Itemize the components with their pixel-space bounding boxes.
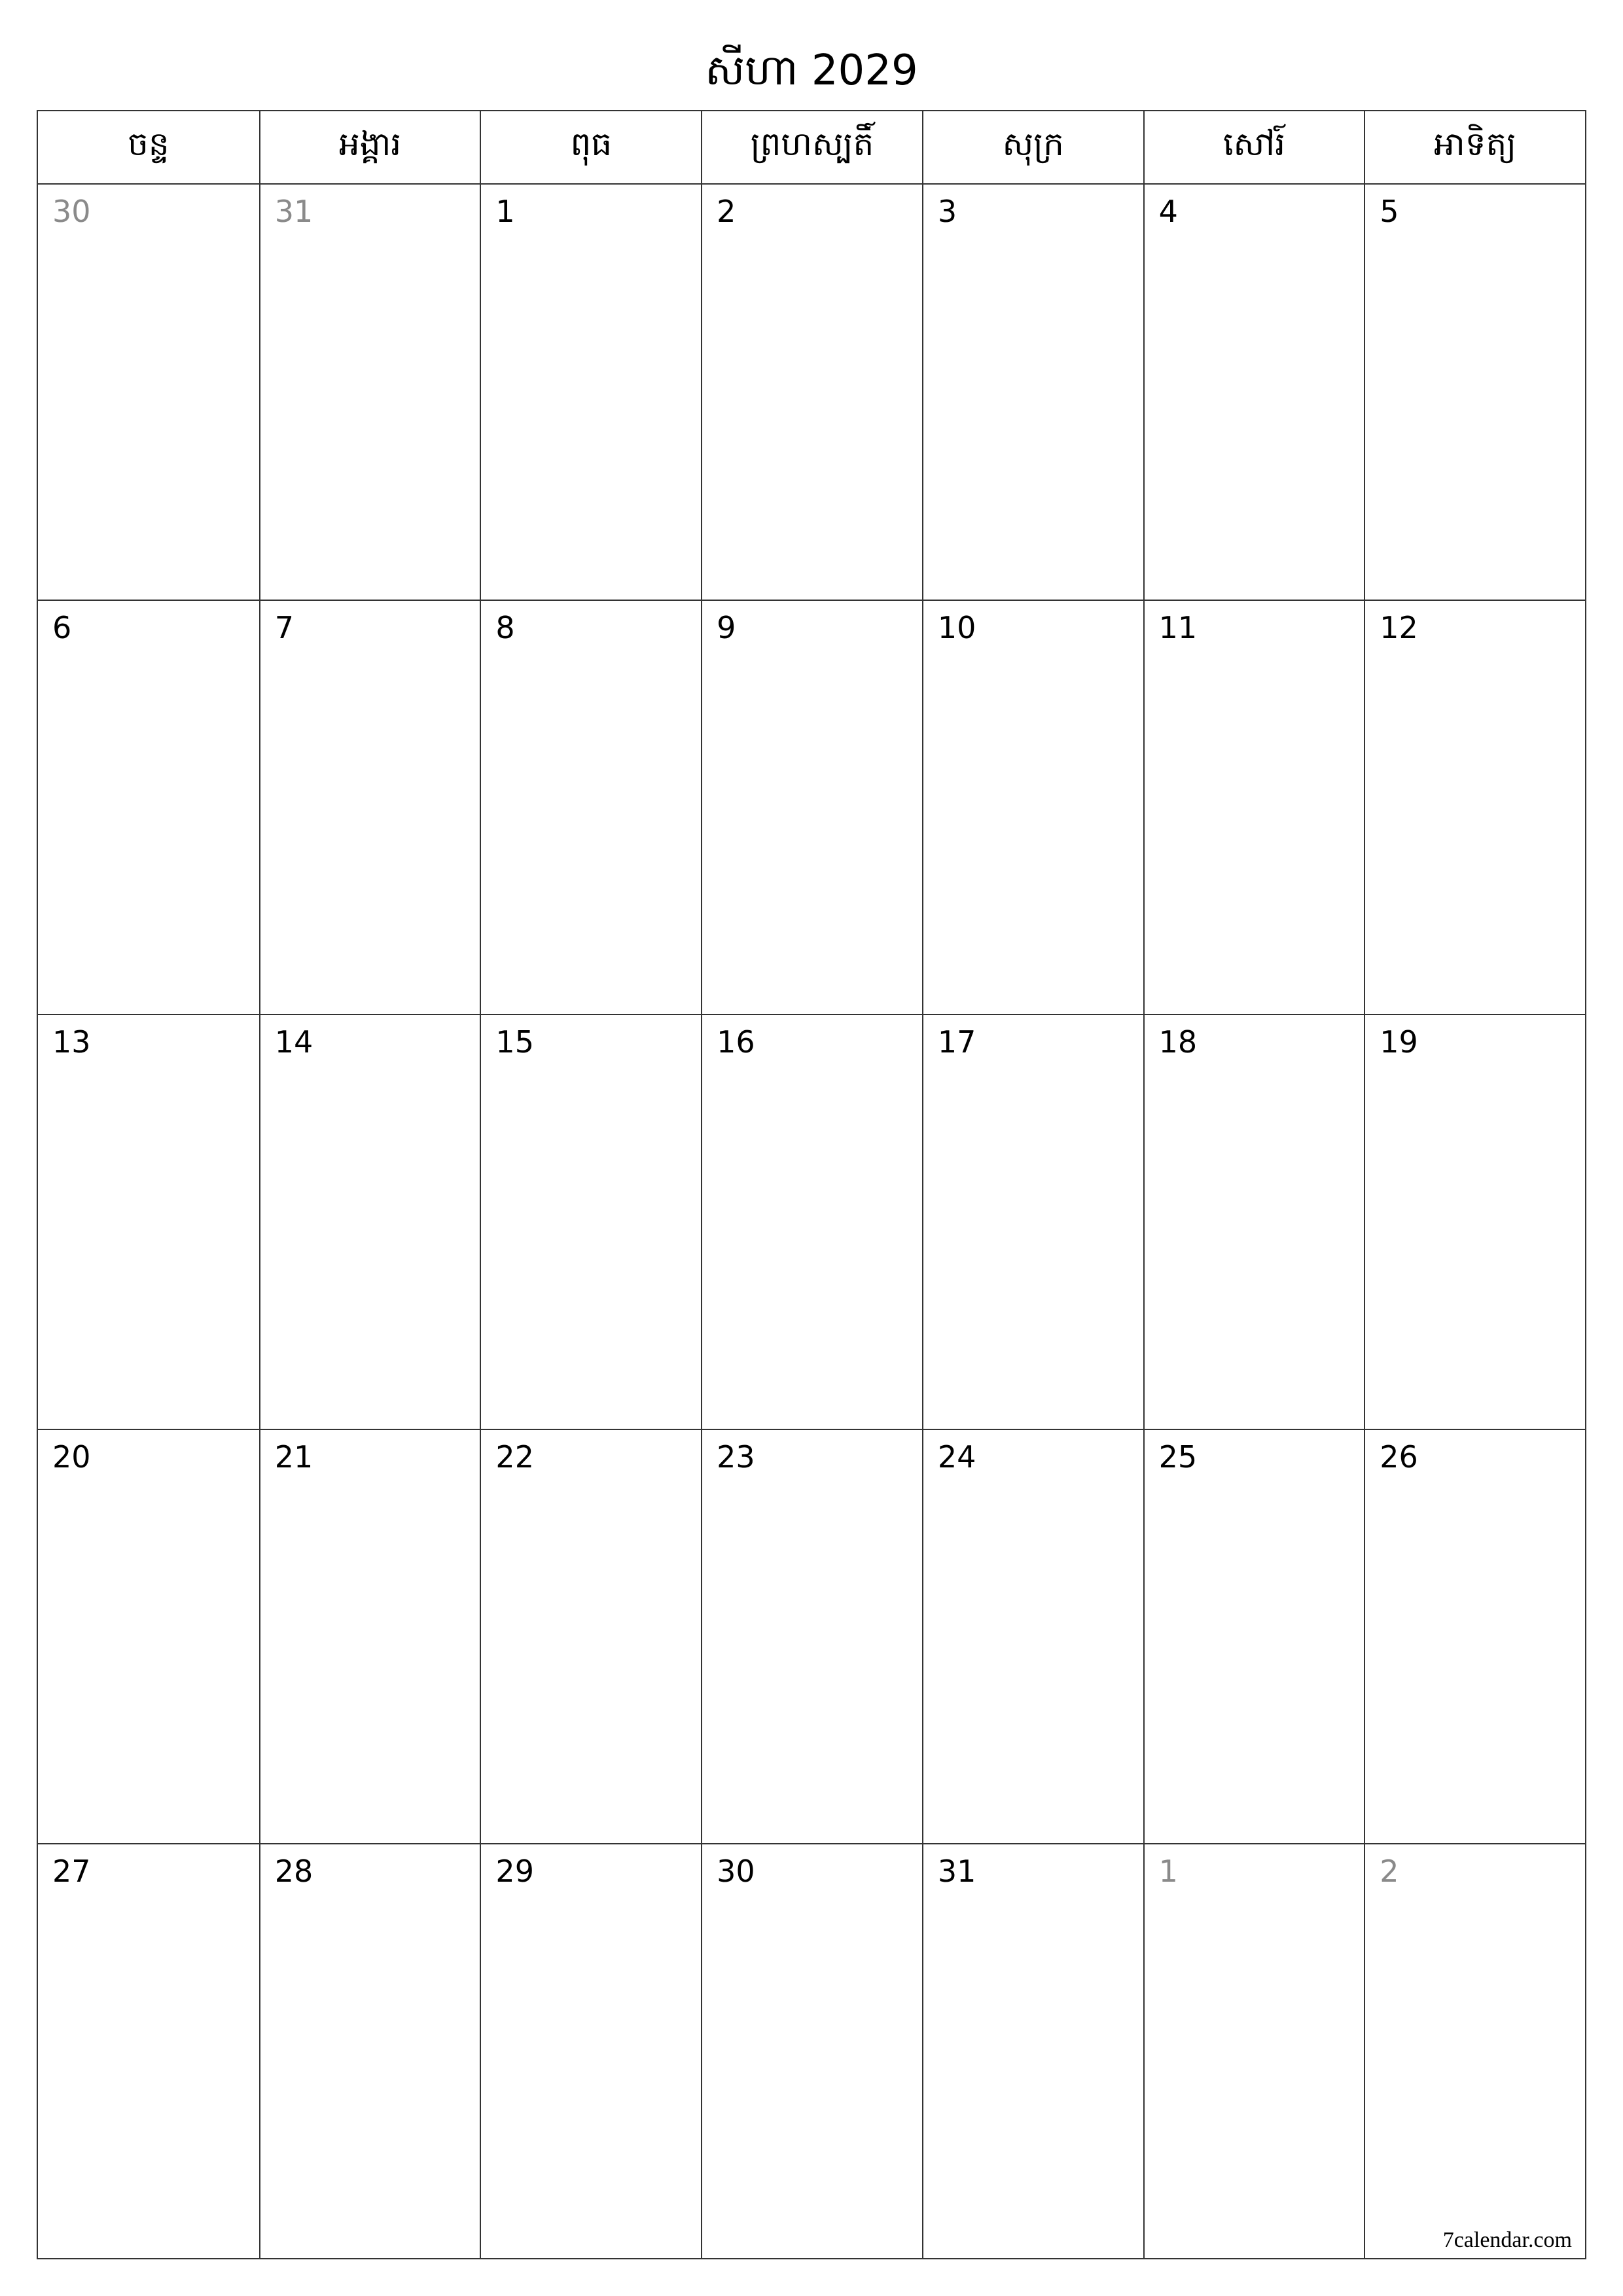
weekday-header-row [38, 111, 1585, 185]
day-number: 21 [274, 1439, 313, 1475]
day-number: 24 [937, 1439, 976, 1475]
day-number: 1 [495, 194, 515, 229]
calendar-grid [37, 110, 1586, 2259]
day-cell [38, 1014, 259, 1429]
day-number: 18 [1158, 1024, 1198, 1060]
day-number: 30 [52, 194, 91, 229]
day-cell [1364, 1843, 1585, 2258]
weekday-header-sunday: អាទិត្យ [1364, 111, 1585, 183]
day-number: 7 [274, 609, 294, 645]
day-number: 28 [274, 1854, 313, 1890]
day-cell [922, 600, 1143, 1014]
day-cell [701, 1014, 922, 1429]
day-cell [701, 185, 922, 600]
day-cell [480, 1014, 701, 1429]
day-cell [922, 185, 1143, 600]
day-cell [38, 1429, 259, 1844]
day-cell [38, 185, 259, 600]
day-number: 25 [1158, 1439, 1198, 1475]
day-cell [480, 1429, 701, 1844]
weekday-header-tuesday: អង្គារ [259, 111, 480, 183]
day-cell [1143, 600, 1364, 1014]
weekday-header-wednesday: ពុធ [480, 111, 701, 183]
day-number: 14 [274, 1024, 313, 1060]
day-number: 15 [495, 1024, 534, 1060]
day-number: 12 [1380, 609, 1418, 645]
day-cell [701, 600, 922, 1014]
day-number: 19 [1380, 1024, 1418, 1060]
day-cell [259, 1843, 480, 2258]
day-number: 30 [717, 1854, 755, 1890]
day-cell [259, 185, 480, 600]
day-cell [922, 1429, 1143, 1844]
day-number: 10 [937, 609, 976, 645]
weekday-header-friday: សុក្រ [922, 111, 1143, 183]
day-cell [259, 1429, 480, 1844]
weekday-header-saturday: សៅរ៍ [1143, 111, 1364, 183]
day-number: 16 [717, 1024, 755, 1060]
day-number: 13 [52, 1024, 91, 1060]
day-cell [1143, 1843, 1364, 2258]
day-cell [1364, 185, 1585, 600]
day-cell [701, 1429, 922, 1844]
day-number: 20 [52, 1439, 91, 1475]
day-number: 6 [52, 609, 72, 645]
day-number: 2 [1380, 1854, 1399, 1890]
day-cell [259, 600, 480, 1014]
day-cell [1143, 1429, 1364, 1844]
day-number: 5 [1380, 194, 1399, 229]
days-grid [38, 185, 1585, 2258]
day-number: 4 [1158, 194, 1178, 229]
day-cell [922, 1843, 1143, 2258]
day-number: 27 [52, 1854, 91, 1890]
day-cell [1364, 1014, 1585, 1429]
day-number: 11 [1158, 609, 1198, 645]
weekday-header-monday: ចន្ទ [128, 124, 169, 163]
day-number: 29 [495, 1854, 534, 1890]
day-number: 1 [1158, 1854, 1178, 1890]
day-cell [480, 185, 701, 600]
day-number: 31 [274, 194, 313, 229]
day-cell [480, 1843, 701, 2258]
day-cell [38, 1843, 259, 2258]
day-number: 31 [937, 1854, 976, 1890]
day-number: 23 [717, 1439, 755, 1475]
day-cell [701, 1843, 922, 2258]
page-title: សីហា 2029 [705, 46, 918, 95]
day-cell [1143, 185, 1364, 600]
day-cell [1364, 1429, 1585, 1844]
day-cell [1143, 1014, 1364, 1429]
day-cell [480, 600, 701, 1014]
day-number: 3 [937, 194, 957, 229]
footer-credit: 7calendar.com [1442, 2228, 1572, 2252]
day-number: 22 [495, 1439, 534, 1475]
day-number: 2 [717, 194, 736, 229]
day-number: 26 [1380, 1439, 1418, 1475]
day-cell [922, 1014, 1143, 1429]
day-number: 9 [717, 609, 736, 645]
day-cell [38, 600, 259, 1014]
day-cell [1364, 600, 1585, 1014]
day-number: 8 [495, 609, 515, 645]
weekday-header-thursday: ព្រហស្បតិ៍ [701, 111, 922, 183]
day-number: 17 [937, 1024, 976, 1060]
day-cell [259, 1014, 480, 1429]
